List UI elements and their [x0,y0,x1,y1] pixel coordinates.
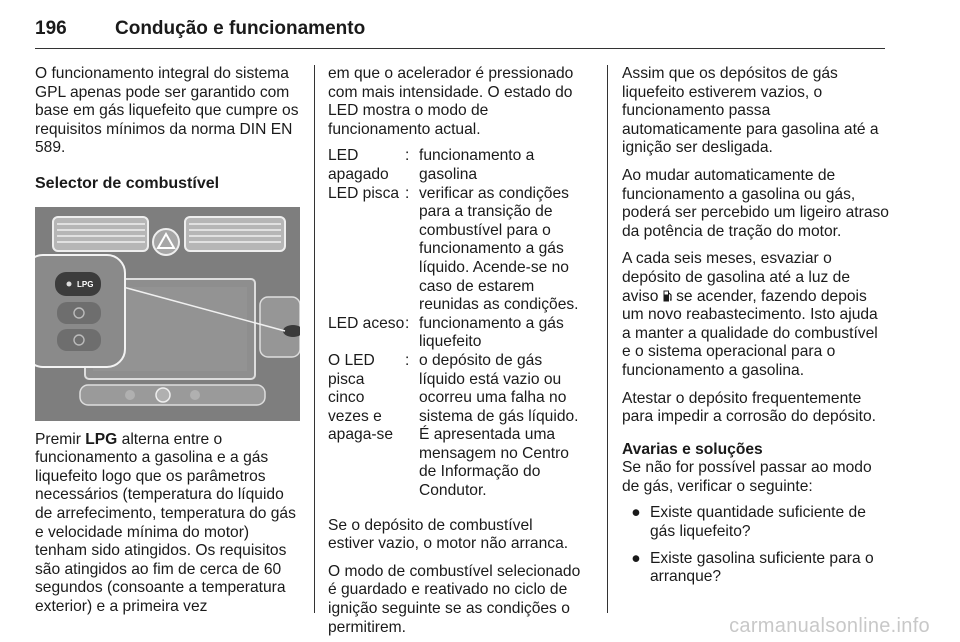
led-row [328,147,582,184]
fuel-pump-icon [663,290,672,302]
empty-tank-paragraph: Se o depósito de combustível estiver vazio, o motor não arranca. [328,516,569,553]
watermark: carmanualsonline.info [729,615,930,637]
troubleshooting-intro: Se não for possível passar ao modo de gás, verificar o seguinte: [622,459,872,495]
led-term: O LED pisca cinco vezes e apaga-se [328,351,394,444]
led-term: LED aceso [328,314,405,332]
page-title: Condução e funcionamento [115,18,366,39]
bullet-icon: ● [631,549,641,567]
maintenance-paragraph [622,250,890,380]
led-definition: funcionamento a gás liquefeito [419,314,564,351]
dashboard-illustration [35,207,300,421]
led-term: LED apagado [328,147,389,183]
intro-paragraph: O funcionamento integral do sistema GPL apenas pode ser garantido com base em gás liquefeito que cumpre os requisitos mínimos da norma DIN EN 589. [35,65,299,157]
list-item [622,504,890,541]
lpg-term: LPG [85,430,118,448]
page-number: 196 [35,18,67,39]
bullet-icon: ● [631,504,641,522]
led-colon: : [405,314,410,332]
led-term: LED pisca [328,184,400,202]
maintenance-text-pre: A cada seis meses, esvaziar o depósito de gasolina até a luz de aviso [622,250,851,305]
bullet-text: Existe quantidade suficiente de gás liquefeito? [650,504,866,541]
maintenance-text-post: se acender, fazendo depois um novo reabastecimento. Isto ajuda a manter a qualidade do combustível e o sistema operacional para o funcionamento a gasolina. [622,287,878,379]
auto-switch-paragraph: Assim que os depósitos de gás liquefeito estiverem vazios, o funcionamento passa automaticamente para gasolina até a ignição ser desligada. [622,65,879,157]
list-item [622,550,890,587]
column-3 [622,65,890,587]
led-row [328,315,582,352]
fuel-selector-figure [35,207,300,421]
led-row [328,352,582,501]
led-intro-paragraph: em que o acelerador é pressionado com mais intensidade. O estado do LED mostra o modo de funcionamento actual. [328,65,574,138]
led-colon: : [405,351,410,369]
bullet-text: Existe gasolina suficiente para o arranque? [650,549,874,586]
led-colon: : [405,184,410,202]
lpg-button-label: LPG [77,279,94,289]
led-definition: verificar as condições para a transição de combustível para o funcionamento a gás líquido. Acende-se no caso de estarem reunidas as condições. [419,184,579,314]
section-heading: Selector de combustível [35,174,220,192]
column-2 [328,65,582,637]
body-text-post: alterna entre o funcionamento a gasolina e a gás liquefeito logo que os parâmetros necessários (temperatura do líquido de arrefecimento, temperatura do gás e velocidade mínima do motor) tenham sido atingidos. Os requisitos são atingidos ao fim de cerca de 60 segundos (consoante a temperatura exterior) e a primeira vez [35,430,296,615]
column-1 [35,65,300,617]
led-row [328,185,582,315]
led-definition: o depósito de gás líquido está vazio ou ocorreu uma falha no sistema de gás líquido. É apresentada uma mensagem no Centro de Informação do Condutor. [419,351,579,500]
column-divider [607,65,608,613]
led-definition: funcionamento a gasolina [419,147,535,183]
body-paragraph [35,431,300,617]
led-status-table [328,147,582,500]
troubleshooting-heading: Avarias e soluções [622,440,763,458]
page-header [35,6,885,49]
column-divider [314,65,315,613]
mode-saved-paragraph: O modo de combustível selecionado é guardado e reativado no ciclo de ignição seguinte se as condições o permitirem. [328,562,581,636]
corrosion-paragraph: Atestar o depósito frequentemente para impedir a corrosão do depósito. [622,389,876,426]
power-delay-paragraph: Ao mudar automaticamente de funcionamento a gasolina ou gás, poderá ser percebido um ligeiro atraso da potência de tração do motor. [622,166,889,240]
led-colon: : [405,147,410,165]
body-text-pre: Premir [35,430,86,448]
